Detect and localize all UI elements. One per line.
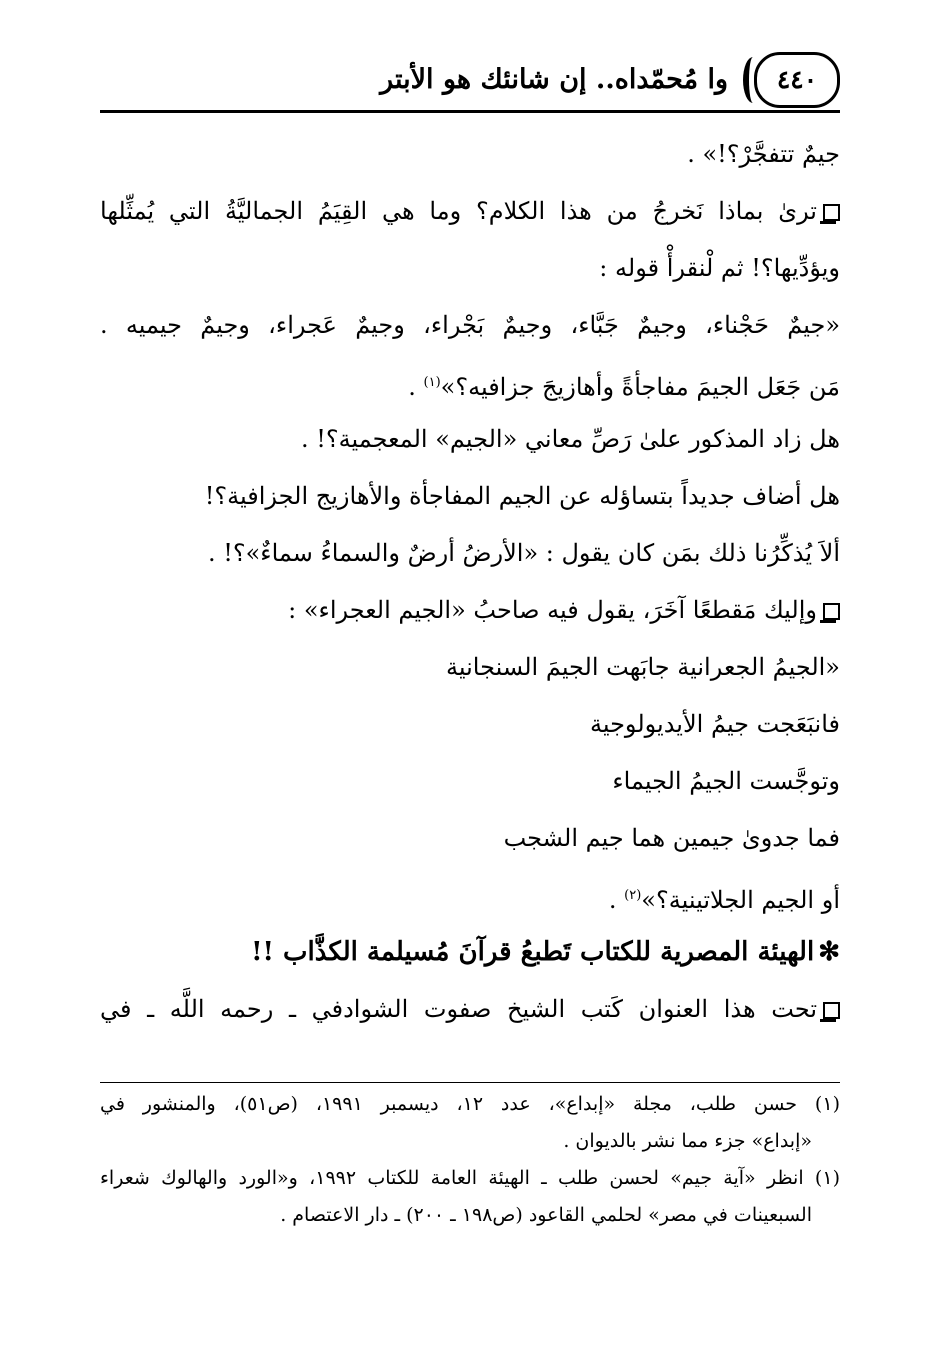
footnote-ref: (١) — [423, 375, 441, 390]
footnote-line: (١) حسن طلب، مجلة «إبداع»، عدد ١٢، ديسمبر ١٩٩١، (ص٥١)، والمنشور في — [100, 1093, 840, 1115]
verse-line: فما جدوىٰ جيمين هما جيم الشجب — [503, 824, 840, 852]
verse-line: وتوجَّست الجيمُ الجيماء — [612, 767, 840, 795]
text-line: هل أضاف جديداً بتساؤله عن الجيم المفاجأة والأهازيج الجزافية؟! — [204, 482, 840, 510]
footnote-line: (١) انظر «آية جيم» لحسن طلب ـ الهيئة العامة للكتاب ١٩٩٢، و«الورد والهالوك شعراء — [100, 1167, 840, 1189]
square-bullet-icon — [823, 603, 840, 620]
footnote-rule — [100, 1082, 840, 1083]
verse-line: مَن جَعَل الجيمَ مفاجأةً وأهازيجَ جزافيه؟»$^{(١)}$ . — [408, 373, 840, 401]
text-line: وإليك مَقطعًا آخَرَ، يقول فيه صاحبُ «الجيم العجراء» : — [100, 582, 840, 639]
asterisk-icon: ✻ — [818, 937, 840, 967]
main-text — [100, 126, 840, 1038]
verse-line: «جيمٌ حَجْناء، وجيمٌ جَبَّاء، وجيمٌ بَجْراء، وجيمٌ عَجراء، وجيمٌ جيميه . — [100, 311, 840, 339]
text-line: ويؤدِّيها؟! ثم لْنقرأْ قوله : — [599, 254, 840, 282]
text-line: ترىٰ بماذا نَخرجُ من هذا الكلام؟ وما هي القِيَمُ الجماليَّةُ التي يُمثِّلها — [100, 183, 840, 240]
footnote-line: «إبداع» جزء مما نشر بالديوان . — [563, 1130, 812, 1152]
text-line: هل زاد المذكور علىٰ رَصِّ معاني «الجيم» المعجمية؟! . — [301, 425, 840, 453]
header-rule — [100, 110, 840, 113]
footnotes — [100, 1086, 840, 1234]
square-bullet-icon — [823, 204, 840, 221]
square-bullet-icon — [823, 1002, 840, 1019]
verse-line: أو الجيم الجلاتينية؟»$^{(٢)}$ . — [608, 886, 840, 914]
verse-line: فانبَعَجت جيمُ الأيديولوجية — [589, 710, 840, 738]
text-line: تحت هذا العنوان كَتب الشيخ صفوت الشوادفي ـ رحمه اللَّه ـ في — [100, 981, 840, 1038]
section-heading: ✻الهيئة المصرية للكتاب تَطبعُ قرآنَ مُسيلمة الكذَّاب !! — [251, 937, 840, 967]
verse-line: «الجيمُ الجعرانية جابَهت الجيمَ السنجانية — [445, 653, 840, 681]
page-header — [100, 48, 840, 114]
footnote-ref: (٢) — [624, 888, 642, 903]
text-line: ألاَ يُذكِّرُنا ذلك بمَن كان يقول : «الأرضُ أرضٌ والسماءُ سماءٌ»؟! . — [207, 539, 840, 567]
text-line: جيمٌ تتفجَّرْ؟!» . — [687, 140, 840, 168]
footnote-line: السبعينات في مصر» لحلمي القاعود (ص١٩٨ ـ ٢٠٠) ـ دار الاعتصام . — [280, 1204, 812, 1226]
running-title: وا مُحمّداه.. إن شانئك هو الأبتر — [380, 64, 728, 95]
page-number: ٤٤٠ — [754, 52, 840, 108]
